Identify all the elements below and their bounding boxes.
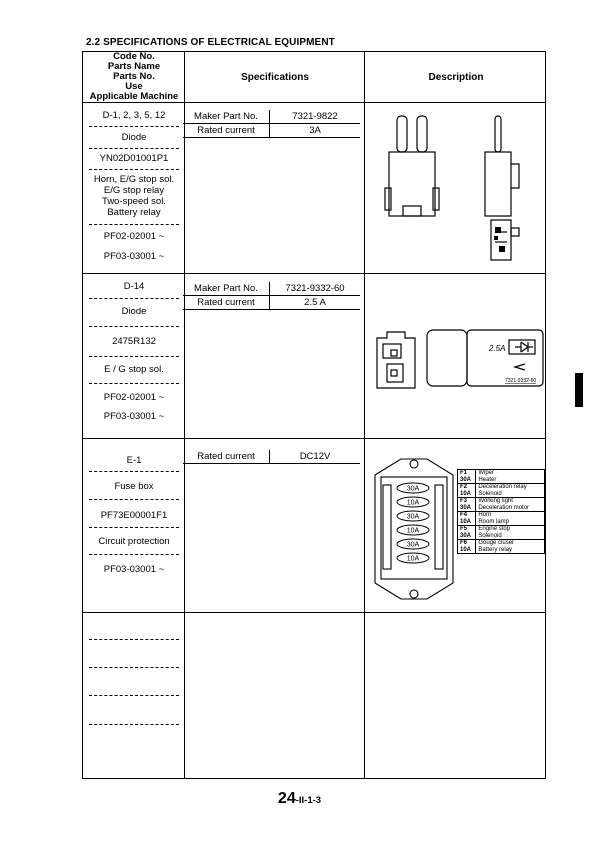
row-divider (83, 273, 545, 274)
fuse-amps: 30A (460, 504, 472, 511)
row1-code: D-1, 2, 3, 5, 12 (102, 110, 166, 121)
row2-code: D-14 (123, 281, 145, 292)
header-divider (83, 102, 545, 103)
column-divider (364, 52, 365, 778)
page-footer (0, 790, 599, 808)
fuse-circuit: Solenoid (478, 490, 502, 497)
fuse-number: F5 (460, 526, 468, 532)
header-description: Description (428, 71, 484, 83)
dash-separator (89, 667, 179, 668)
header-use: Use (125, 81, 143, 92)
spec-value: DC12V (270, 450, 361, 464)
dash-separator (89, 639, 179, 640)
dash-separator (89, 148, 179, 149)
dash-separator (89, 169, 179, 170)
dash-separator (89, 527, 179, 528)
row2-spec-table (183, 282, 360, 310)
row3-use-1: Circuit protection (98, 536, 170, 547)
dash-separator (89, 224, 179, 225)
page-number: 24 (277, 790, 296, 807)
row3-spec-table (183, 450, 360, 464)
spec-label: Maker Part No. (183, 110, 270, 124)
fuse-circuit: Battery relay (478, 546, 513, 553)
page-section: -II-1-3 (295, 795, 322, 806)
dash-separator (89, 383, 179, 384)
header-applicable-machine: Applicable Machine (89, 91, 179, 102)
fuse-amps: 30A (460, 476, 472, 483)
fuse-circuit: Deceleration relay (478, 484, 527, 490)
spec-label: Rated current (183, 450, 270, 464)
fuse-circuit: Solenoid (478, 532, 502, 539)
fuse-circuit: Horn (478, 512, 492, 518)
row3-parts-name: Fuse box (114, 481, 154, 492)
fuse-circuit: Deceleration motor (478, 504, 530, 511)
row2-machine-1: PF02-02001 ~ (103, 392, 165, 403)
fuse-number: F1 (460, 470, 468, 476)
row-divider (83, 612, 545, 613)
header-specifications: Specifications (241, 71, 309, 83)
dash-separator (89, 326, 179, 327)
fuse-circuit: Wiper (478, 470, 495, 476)
spec-value: 7321-9822 (270, 110, 361, 124)
diode-d14-figure (373, 322, 545, 394)
row1-parts-name: Diode (121, 132, 147, 143)
row3-parts-no: PF73E00001F1 (100, 510, 168, 521)
header-code-no: Code No. (113, 51, 155, 62)
dash-separator (89, 126, 179, 127)
fuse-slot-label: 10A (406, 499, 420, 507)
dash-separator (89, 471, 179, 472)
header-parts-name: Parts Name (107, 61, 161, 72)
header-left-column (83, 52, 185, 102)
spec-label: Rated current (183, 124, 270, 138)
row3-code: E-1 (126, 455, 142, 466)
fuse-slot-label: 30A (406, 541, 420, 549)
fuse-circuit: Heater (478, 476, 497, 483)
row1-parts-no: YN02D01001P1 (99, 153, 169, 164)
header-parts-no: Parts No. (113, 71, 155, 82)
dash-separator (89, 554, 179, 555)
row1-machine-1: PF02-02001 ~ (103, 231, 165, 242)
fuse-amps: 30A (460, 532, 472, 539)
fuse-amps: 10A (460, 518, 472, 525)
fuse-box-figure (371, 453, 457, 605)
fuse-slot-label: 30A (406, 513, 420, 521)
row2-use-1: E / G stop sol. (104, 364, 164, 375)
fuse-amps: 10A (460, 546, 472, 553)
row1-use-3: Two-speed sol. (102, 196, 166, 207)
fuse-number: F2 (460, 484, 468, 490)
dash-separator (89, 356, 179, 357)
fuse-slot-label: 10A (406, 555, 420, 563)
row-divider (83, 438, 545, 439)
page-tab-marker (575, 373, 583, 407)
fuse-circuit: Engine stop (478, 526, 511, 532)
row1-use-1: Horn, E/G stop sol. (93, 174, 175, 185)
spec-label: Maker Part No. (183, 282, 270, 296)
row1-use-2: E/G stop relay (103, 185, 165, 196)
diode-figure (383, 110, 523, 270)
dash-separator (89, 499, 179, 500)
fuse-assignment-table (457, 469, 545, 554)
fuse-circuit: Gouge cluser (478, 540, 515, 546)
fuse-slot-label: 10A (406, 527, 420, 535)
fuse-circuit: Room lamp (478, 518, 510, 525)
spec-value: 2.5 A (270, 296, 361, 310)
row2-parts-no: 2475R132 (112, 336, 156, 347)
spec-value: 7321-9332-60 (270, 282, 361, 296)
spec-label: Rated current (183, 296, 270, 310)
fig-rating-label: 2.5A (489, 344, 506, 353)
row1-spec-table (183, 110, 360, 138)
fuse-slot-label: 30A (406, 485, 420, 493)
fuse-number: F4 (460, 512, 468, 518)
fuse-number: F6 (460, 540, 468, 546)
row3-machine-1: PF03-03001 ~ (103, 564, 165, 575)
section-title: 2.2 SPECIFICATIONS OF ELECTRICAL EQUIPMENT (86, 37, 335, 48)
row2-machine-2: PF03-03001 ~ (103, 411, 165, 422)
dash-separator (89, 724, 179, 725)
dash-separator (89, 695, 179, 696)
row1-use-4: Battery relay (107, 207, 161, 218)
fig-maker-no-label: 7321-9332-60 (505, 378, 537, 384)
fuse-number: F3 (460, 498, 468, 504)
spec-sheet (82, 51, 546, 779)
spec-value: 3A (270, 124, 361, 138)
dash-separator (89, 298, 179, 299)
fuse-amps: 10A (460, 490, 472, 497)
row2-parts-name: Diode (121, 306, 147, 317)
fuse-circuit: Working light (478, 498, 513, 504)
row1-machine-2: PF03-03001 ~ (103, 251, 165, 262)
